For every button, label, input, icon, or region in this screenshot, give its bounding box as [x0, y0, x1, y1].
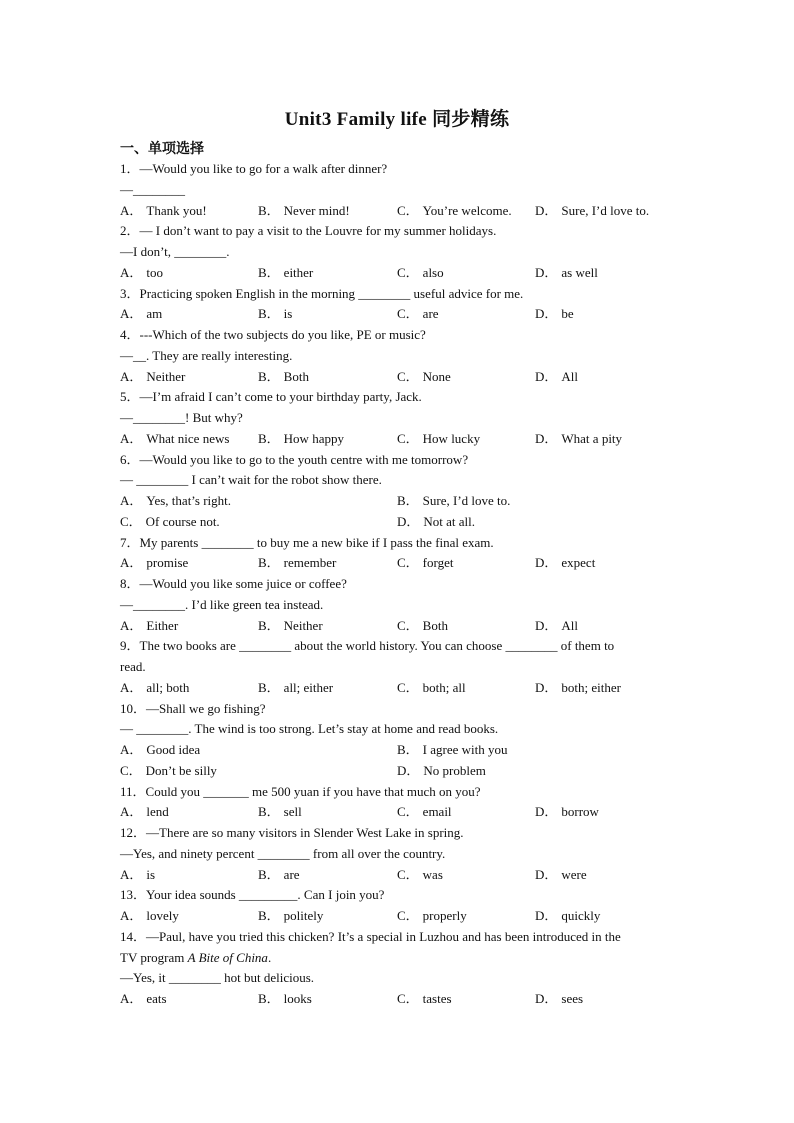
option-letter: D．	[535, 804, 558, 820]
answer-option[interactable]	[120, 492, 231, 510]
answer-option[interactable]	[258, 990, 312, 1008]
option-text: What a pity	[561, 430, 623, 446]
question-stem: 13．Your idea sounds _________. Can I join you?	[120, 887, 385, 903]
answer-option[interactable]	[258, 679, 333, 697]
option-letter: B．	[258, 430, 280, 446]
answer-option[interactable]	[397, 990, 452, 1008]
option-text: also	[422, 264, 444, 280]
option-letter: C．	[397, 368, 419, 384]
option-text: am	[146, 306, 163, 322]
option-letter: B．	[258, 202, 280, 218]
answer-option[interactable]	[397, 305, 439, 323]
option-letter: D．	[535, 991, 558, 1006]
option-text: forget	[422, 555, 454, 571]
option-text: quickly	[561, 908, 601, 923]
option-letter: A．	[120, 617, 143, 633]
question-stem: 2．— I don’t want to pay a visit to the Louvre for my summer holidays.	[120, 223, 497, 239]
option-text: promise	[146, 555, 189, 571]
option-text: I agree with you	[422, 742, 508, 757]
option-text: Of course not.	[145, 513, 220, 529]
option-letter: A．	[120, 430, 143, 446]
option-letter: D．	[535, 264, 558, 280]
option-text: either	[283, 264, 314, 280]
question-stem: 7．My parents ________ to buy me a new bike if I pass the final exam.	[120, 534, 494, 550]
option-text: Sure, I’d love to.	[422, 493, 511, 508]
option-letter: C．	[397, 804, 419, 820]
option-text: is	[283, 306, 293, 322]
option-letter: B．	[258, 908, 280, 923]
answer-option[interactable]	[535, 264, 598, 282]
option-text: sees	[561, 991, 584, 1006]
answer-option[interactable]	[535, 803, 599, 821]
question-response-line: TV program A Bite of China.	[120, 949, 272, 965]
option-text: was	[422, 866, 443, 882]
page-title: Unit3 Family life 同步精练	[284, 109, 510, 130]
answer-option[interactable]	[120, 907, 179, 925]
answer-option[interactable]	[258, 866, 300, 884]
answer-option[interactable]	[258, 907, 323, 925]
option-letter: D．	[535, 555, 558, 571]
answer-option[interactable]	[535, 430, 622, 448]
question-response-line: —I don’t, ________.	[120, 244, 230, 259]
answer-option[interactable]	[535, 554, 595, 572]
option-text: all; both	[146, 679, 190, 695]
question-response-line: —Yes, and ninety percent ________ from all over the country.	[120, 845, 446, 861]
option-letter: A．	[120, 804, 143, 820]
answer-option[interactable]	[120, 762, 217, 780]
answer-option[interactable]	[120, 803, 169, 821]
answer-option[interactable]	[258, 264, 313, 282]
option-letter: B．	[397, 493, 419, 508]
option-letter: C．	[397, 264, 419, 280]
answer-option[interactable]	[397, 202, 512, 220]
option-text: all; either	[283, 679, 334, 695]
question-stem: 5．—I’m afraid I can’t come to your birthday party, Jack.	[120, 389, 422, 405]
option-text: Thank you!	[146, 202, 207, 218]
option-text: are	[422, 306, 439, 322]
option-letter: A．	[120, 368, 143, 384]
option-letter: B．	[258, 368, 280, 384]
question-stem: 1．—Would you like to go for a walk after dinner?	[120, 161, 388, 176]
option-letter: B．	[258, 617, 280, 633]
question-stem: 9．The two books are ________ about the world history. You can choose ________ of them to	[120, 638, 615, 654]
answer-option[interactable]	[120, 990, 167, 1008]
answer-option[interactable]	[397, 492, 510, 510]
option-letter: C．	[397, 430, 419, 446]
option-letter: B．	[258, 804, 280, 820]
option-text: were	[561, 866, 587, 882]
answer-option[interactable]	[397, 679, 466, 697]
option-text: lend	[146, 804, 169, 820]
option-text: Sure, I’d love to.	[561, 202, 650, 218]
option-text: expect	[561, 555, 596, 571]
option-text: sell	[283, 804, 302, 820]
option-text: properly	[422, 908, 467, 923]
option-letter: C．	[397, 679, 419, 695]
option-text: Both	[422, 617, 448, 633]
option-text: is	[146, 866, 156, 882]
answer-option[interactable]	[397, 264, 444, 282]
option-letter: B．	[258, 555, 280, 571]
question-response-line: — ________ I can’t wait for the robot show there.	[120, 472, 382, 488]
option-text: All	[561, 617, 579, 633]
option-letter: A．	[120, 202, 143, 218]
option-letter: C．	[120, 513, 142, 529]
question-response-line: —__. They are really interesting.	[120, 347, 293, 363]
answer-option[interactable]	[397, 907, 467, 925]
question-response-line: read.	[120, 659, 146, 674]
option-letter: A．	[120, 866, 143, 882]
option-text: eats	[146, 991, 167, 1006]
answer-option[interactable]	[258, 617, 323, 635]
option-letter: C．	[397, 202, 419, 218]
option-letter: A．	[120, 908, 143, 923]
answer-option[interactable]	[258, 368, 309, 386]
answer-option[interactable]	[397, 741, 508, 759]
option-text: borrow	[561, 804, 599, 820]
option-letter: D．	[535, 368, 558, 384]
answer-option[interactable]	[397, 513, 475, 531]
option-text: Both	[283, 368, 309, 384]
answer-option[interactable]	[120, 617, 178, 635]
option-letter: B．	[258, 264, 280, 280]
option-text: All	[561, 368, 579, 384]
option-letter: A．	[120, 264, 143, 280]
question-stem: 4．---Which of the two subjects do you like, PE or music?	[120, 327, 426, 342]
answer-option[interactable]	[535, 305, 574, 323]
answer-option[interactable]	[120, 202, 207, 220]
answer-option[interactable]	[120, 430, 229, 448]
option-letter: A．	[120, 991, 143, 1006]
answer-option[interactable]	[397, 866, 443, 884]
option-letter: A．	[120, 493, 143, 508]
answer-option[interactable]	[120, 264, 163, 282]
option-text: Yes, that’s right.	[146, 493, 232, 508]
option-text: as well	[561, 264, 598, 280]
option-letter: C．	[397, 908, 419, 923]
question-response-line: —________! But why?	[120, 410, 243, 425]
option-letter: C．	[397, 617, 419, 633]
section-heading: 一、单项选择	[120, 142, 204, 157]
answer-option[interactable]	[535, 866, 587, 884]
question-stem: 14．—Paul, have you tried this chicken? It’s a special in Luzhou and has been introduced in the	[120, 928, 621, 944]
answer-option[interactable]	[120, 368, 185, 386]
option-text: Neither	[283, 617, 323, 633]
question-stem: 8．—Would you like some juice or coffee?	[120, 576, 347, 591]
option-letter: C．	[397, 866, 419, 882]
option-text: remember	[283, 555, 337, 571]
option-letter: D．	[535, 679, 558, 695]
question-response-line: —Yes, it ________ hot but delicious.	[120, 970, 315, 986]
option-text: How lucky	[422, 430, 481, 446]
answer-option[interactable]	[120, 305, 162, 323]
question-stem: 11．Could you _______ me 500 yuan if you have that much on you?	[120, 783, 481, 799]
option-letter: D．	[397, 762, 420, 778]
option-letter: B．	[258, 679, 280, 695]
option-text: are	[283, 866, 300, 882]
answer-option[interactable]	[397, 368, 451, 386]
answer-option[interactable]	[120, 513, 220, 531]
option-letter: B．	[397, 742, 419, 757]
option-text: too	[146, 264, 164, 280]
answer-option[interactable]	[397, 554, 453, 572]
option-letter: D．	[535, 617, 558, 633]
option-letter: A．	[120, 679, 143, 695]
option-letter: A．	[120, 555, 143, 571]
option-letter: C．	[397, 306, 419, 322]
answer-option[interactable]	[397, 803, 452, 821]
option-text: What nice news	[146, 430, 230, 446]
option-text: Neither	[146, 368, 186, 384]
answer-option[interactable]	[258, 554, 336, 572]
option-text: Never mind!	[283, 202, 350, 218]
answer-option[interactable]	[120, 554, 188, 572]
answer-option[interactable]	[535, 617, 578, 635]
answer-option[interactable]	[397, 430, 480, 448]
option-letter: D．	[535, 306, 558, 322]
answer-option[interactable]	[120, 866, 155, 884]
answer-option[interactable]	[258, 202, 350, 220]
question-stem: 12．—There are so many visitors in Slender West Lake in spring.	[120, 825, 464, 840]
option-text: politely	[283, 908, 324, 923]
answer-option[interactable]	[535, 368, 578, 386]
option-letter: B．	[258, 991, 280, 1006]
option-letter: C．	[120, 762, 142, 778]
option-letter: D．	[397, 513, 420, 529]
option-text: Not at all.	[423, 513, 476, 529]
option-letter: A．	[120, 742, 143, 757]
option-letter: D．	[535, 908, 558, 923]
question-stem: 3．Practicing spoken English in the morning ________ useful advice for me.	[120, 285, 524, 301]
option-text: tastes	[422, 991, 452, 1006]
answer-option[interactable]	[258, 305, 292, 323]
option-text: email	[422, 804, 452, 820]
answer-option[interactable]	[535, 990, 583, 1008]
question-response-line: — ________. The wind is too strong. Let’s stay at home and read books.	[120, 721, 499, 737]
option-text: both; either	[561, 679, 621, 695]
option-text: lovely	[146, 908, 179, 923]
answer-option[interactable]	[535, 907, 600, 925]
answer-option[interactable]	[535, 679, 621, 697]
option-letter: C．	[397, 991, 419, 1006]
option-letter: A．	[120, 306, 143, 322]
option-letter: C．	[397, 555, 419, 571]
option-text: None	[422, 368, 451, 384]
answer-option[interactable]	[397, 762, 486, 780]
answer-option[interactable]	[258, 803, 302, 821]
option-letter: B．	[258, 306, 280, 322]
option-text: You’re welcome.	[422, 202, 512, 218]
question-stem: 6．—Would you like to go to the youth centre with me tomorrow?	[120, 451, 469, 467]
answer-option[interactable]	[397, 617, 448, 635]
option-text: both; all	[422, 679, 466, 695]
option-text: be	[561, 306, 574, 322]
answer-option[interactable]	[120, 741, 200, 759]
option-text: No problem	[423, 762, 486, 778]
option-text: Good idea	[146, 742, 201, 757]
answer-option[interactable]	[535, 202, 649, 220]
option-text: Either	[146, 617, 179, 633]
question-response-line: —________	[120, 181, 185, 197]
option-letter: B．	[258, 866, 280, 882]
option-letter: D．	[535, 430, 558, 446]
answer-option[interactable]	[258, 430, 344, 448]
option-text: How happy	[283, 430, 344, 446]
option-text: Don’t be silly	[145, 762, 217, 778]
answer-option[interactable]	[120, 679, 189, 697]
question-response-line: —________. I’d like green tea instead.	[120, 596, 324, 612]
question-stem: 10．—Shall we go fishing?	[120, 700, 266, 716]
option-text: looks	[283, 991, 312, 1006]
option-letter: D．	[535, 866, 558, 882]
option-letter: D．	[535, 202, 558, 218]
